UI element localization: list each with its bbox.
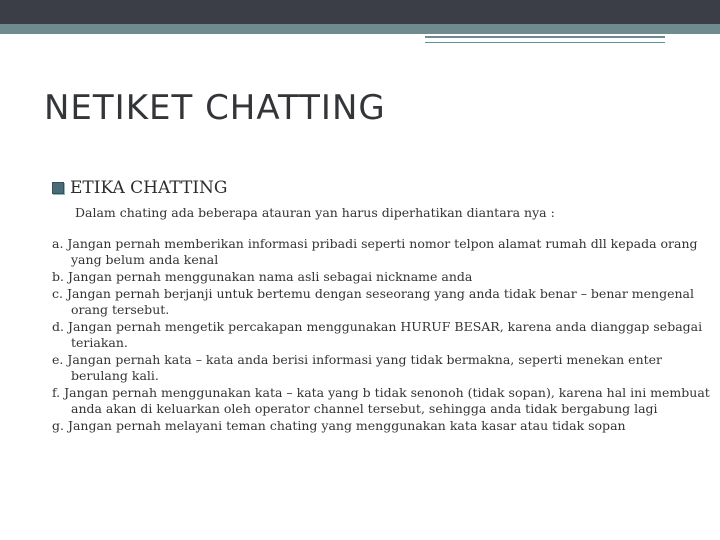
- rule-item: g. Jangan pernah melayani teman chating yang menggunakan kata kasar atau tidak sopan: [52, 418, 626, 433]
- rule-item: f. Jangan pernah menggunakan kata – kata yang b tidak senonoh (tidak sopan), karena hal ini membuat anda akan di keluarkan oleh operator channel tersebut, sehingga anda tidak bergabung lagi: [52, 385, 710, 416]
- top-bar: [0, 0, 720, 24]
- accent-line: [425, 36, 665, 38]
- rule-item: d. Jangan pernah mengetik percakapan menggunakan HURUF BESAR, karena anda dianggap sebagai teriakan.: [52, 319, 703, 350]
- section-heading: ETIKA CHATTING: [70, 178, 228, 198]
- intro-text: Dalam chating ada beberapa atauran yan harus diperhatikan diantara nya :: [75, 205, 555, 220]
- rule-item: e. Jangan pernah kata – kata anda berisi informasi yang tidak bermakna, seperti menekan enter berulang kali.: [52, 352, 663, 383]
- section-heading-row: [52, 178, 228, 198]
- rule-item: a. Jangan pernah memberikan informasi pribadi seperti nomor telpon alamat rumah dll kepada orang yang belum anda kenal: [52, 236, 698, 267]
- rule-item: c. Jangan pernah berjanji untuk bertemu dengan seseorang yang anda tidak benar – benar mengenal orang tersebut.: [52, 286, 694, 317]
- rules-list: [52, 236, 712, 435]
- accent-line-thin: [425, 42, 665, 43]
- square-bullet-icon: [52, 182, 64, 194]
- accent-band: [0, 24, 720, 34]
- slide-title: NETIKET CHATTING: [44, 88, 386, 128]
- rule-item: b. Jangan pernah menggunakan nama asli sebagai nickname anda: [52, 269, 473, 284]
